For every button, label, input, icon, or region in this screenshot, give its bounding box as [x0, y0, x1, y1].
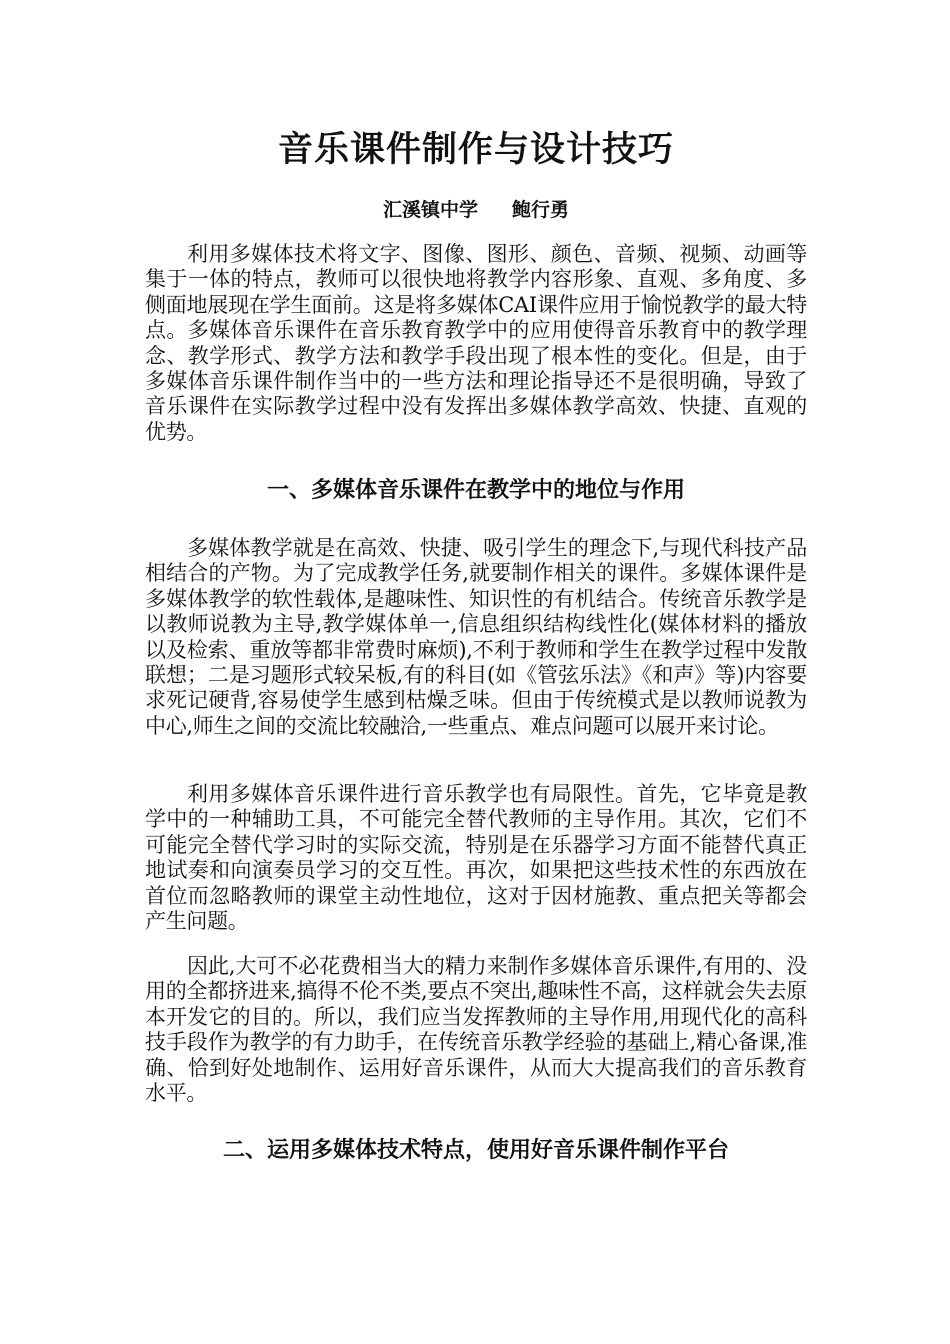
section1-paragraph-1: 多媒体教学就是在高效、快捷、吸引学生的理念下,与现代科技产品相结合的产物。为了完成教学任务,就要制作相关的课件。多媒体课件是多媒体教学的软性载体,是趣味性、知识性的有机结合。传统音乐教学是以教师说教为主导,教学媒体单一,信息组织结构线性化(媒体材料的播放以及检索、重放等都非常费时麻烦),不利于教师和学生在教学过程中发散联想；二是习题形式较呆板,有的科目(如《管弦乐法》《和声》等)内容要求死记硬背,容易使学生感到枯燥乏味。但由于传统模式是以教师说教为中心,师生之间的交流比较融洽,一些重点、难点问题可以展开来讨论。 [145, 536, 807, 738]
section-heading-2: 二、运用多媒体技术特点，使用好音乐课件制作平台 [222, 1137, 729, 1163]
intro-paragraph: 利用多媒体技术将文字、图像、图形、颜色、音频、视频、动画等集于一体的特点，教师可以很快地将教学内容形象、直观、多角度、多侧面地展现在学生面前。这是将多媒体CAI课件应用于愉悦教学的最大特点。多媒体音乐课件在音乐教育教学中的应用使得音乐教育中的教学理念、教学形式、教学方法和教学手段出现了根本性的变化。但是，由于多媒体音乐课件制作当中的一些方法和理论指导还不是很明确，导致了音乐课件在实际教学过程中没有发挥出多媒体教学高效、快捷、直观的优势。 [145, 242, 807, 444]
section1-paragraph-2: 利用多媒体音乐课件进行音乐教学也有局限性。首先，它毕竟是教学中的一种辅助工具，不可能完全替代教师的主导作用。其次，它们不可能完全替代学习时的实际交流，特别是在乐器学习方面不能替代真正地试奏和向演奏员学习的交互性。再次，如果把这些技术性的东西放在首位而忽略教师的课堂主动性地位，这对于因材施教、重点把关等都会产生问题。 [145, 782, 807, 934]
section1-paragraph-3: 因此,大可不必花费相当大的精力来制作多媒体音乐课件,有用的、没用的全都挤进来,搞得不伦不类,要点不突出,趣味性不高，这样就会失去原本开发它的目的。所以，我们应当发挥教师的主导作用,用现代化的高科技手段作为教学的有力助手，在传统音乐教学经验的基础上,精心备课,准确、恰到好处地制作、运用好音乐课件，从而大大提高我们的音乐教育水平。 [145, 954, 807, 1106]
byline [145, 196, 807, 224]
school-name: 汇溪镇中学 [382, 199, 478, 221]
author-name: 鲍行勇 [512, 199, 570, 221]
section-heading-1: 一、多媒体音乐课件在教学中的地位与作用 [266, 477, 685, 503]
document-title: 音乐课件制作与设计技巧 [277, 129, 674, 170]
